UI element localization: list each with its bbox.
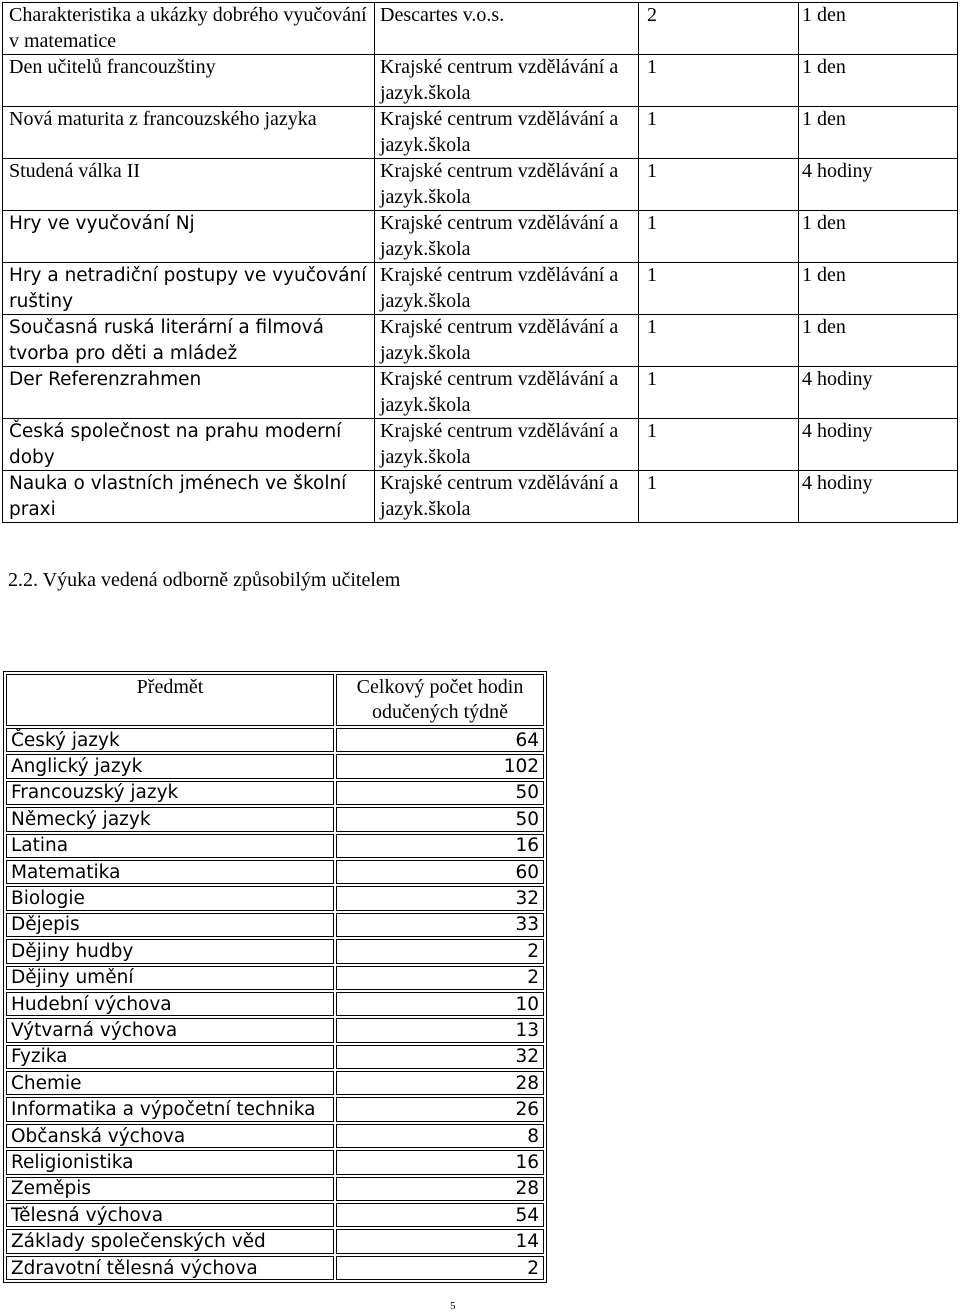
course-duration: 4 hodiny: [799, 367, 958, 419]
subject-hours: 32: [336, 1045, 544, 1069]
course-name: Česká společnost na prahu moderní doby: [3, 419, 375, 471]
subject-name: Matematika: [6, 860, 334, 884]
course-row: [3, 55, 958, 107]
course-participants: 1: [639, 315, 799, 367]
course-name: Nová maturita z francouzského jazyka: [3, 107, 375, 159]
course-organizer: Krajské centrum vzdělávání a jazyk.škola: [375, 263, 639, 315]
subject-name: Základy společenských věd: [6, 1229, 334, 1253]
subject-row: [6, 966, 544, 990]
subject-row: [6, 860, 544, 884]
subjects-table-frame: [3, 671, 547, 1283]
subject-row: [6, 1203, 544, 1227]
courses-table-body: [3, 3, 958, 523]
course-duration: 1 den: [799, 315, 958, 367]
course-organizer: Krajské centrum vzdělávání a jazyk.škola: [375, 107, 639, 159]
course-name: Hry a netradiční postupy ve vyučování ruštiny: [3, 263, 375, 315]
subject-name: Český jazyk: [6, 728, 334, 752]
course-name: Charakteristika a ukázky dobrého vyučování v matematice: [3, 3, 375, 55]
course-duration: 1 den: [799, 3, 958, 55]
subject-hours: 2: [336, 939, 544, 963]
subject-hours: 10: [336, 992, 544, 1016]
course-participants: 1: [639, 211, 799, 263]
course-duration: 1 den: [799, 107, 958, 159]
subject-hours: 54: [336, 1203, 544, 1227]
course-participants: 2: [639, 3, 799, 55]
subject-row: [6, 886, 544, 910]
subject-hours: 2: [336, 1256, 544, 1280]
subject-name: Informatika a výpočetní technika: [6, 1097, 334, 1121]
header-subject: Předmět: [6, 674, 334, 726]
subject-hours: 8: [336, 1124, 544, 1148]
subject-hours: 33: [336, 913, 544, 937]
course-organizer: Krajské centrum vzdělávání a jazyk.škola: [375, 367, 639, 419]
subject-hours: 50: [336, 807, 544, 831]
subject-row: [6, 1097, 544, 1121]
header-hours: Celkový počet hodin odučených týdně: [336, 674, 544, 726]
subject-row: [6, 834, 544, 858]
subject-name: Latina: [6, 834, 334, 858]
course-row: [3, 471, 958, 523]
course-participants: 1: [639, 55, 799, 107]
course-organizer: Krajské centrum vzdělávání a jazyk.škola: [375, 211, 639, 263]
subject-hours: 50: [336, 781, 544, 805]
subjects-table: [4, 672, 546, 1282]
subject-hours: 2: [336, 966, 544, 990]
subject-hours: 16: [336, 1150, 544, 1174]
course-name: Der Referenzrahmen: [3, 367, 375, 419]
subject-hours: 28: [336, 1071, 544, 1095]
subject-hours: 32: [336, 886, 544, 910]
course-row: [3, 315, 958, 367]
subject-name: Anglický jazyk: [6, 754, 334, 778]
course-participants: 1: [639, 107, 799, 159]
course-row: [3, 211, 958, 263]
subject-hours: 16: [336, 834, 544, 858]
subject-row: [6, 939, 544, 963]
subject-name: Francouzský jazyk: [6, 781, 334, 805]
course-organizer: Krajské centrum vzdělávání a jazyk.škola: [375, 55, 639, 107]
subject-name: Hudební výchova: [6, 992, 334, 1016]
subject-name: Biologie: [6, 886, 334, 910]
course-row: [3, 107, 958, 159]
course-organizer: Krajské centrum vzdělávání a jazyk.škola: [375, 471, 639, 523]
subject-row: [6, 1045, 544, 1069]
subject-name: Dějiny hudby: [6, 939, 334, 963]
course-duration: 4 hodiny: [799, 159, 958, 211]
course-duration: 1 den: [799, 263, 958, 315]
subject-name: Religionistika: [6, 1150, 334, 1174]
page-number: 5: [450, 1300, 456, 1312]
course-name: Studená válka II: [3, 159, 375, 211]
subject-row: [6, 728, 544, 752]
subject-name: Zeměpis: [6, 1177, 334, 1201]
subject-name: Tělesná výchova: [6, 1203, 334, 1227]
subject-name: Výtvarná výchova: [6, 1018, 334, 1042]
subject-row: [6, 1229, 544, 1253]
subject-hours: 60: [336, 860, 544, 884]
course-participants: 1: [639, 367, 799, 419]
subject-hours: 102: [336, 754, 544, 778]
course-name: Hry ve vyučování Nj: [3, 211, 375, 263]
subject-row: [6, 1177, 544, 1201]
subject-row: [6, 1150, 544, 1174]
course-duration: 1 den: [799, 55, 958, 107]
course-participants: 1: [639, 471, 799, 523]
course-duration: 4 hodiny: [799, 471, 958, 523]
course-row: [3, 263, 958, 315]
subjects-header-row: [6, 674, 544, 726]
subject-name: Občanská výchova: [6, 1124, 334, 1148]
subject-name: Zdravotní tělesná výchova: [6, 1256, 334, 1280]
subject-name: Německý jazyk: [6, 807, 334, 831]
course-row: [3, 367, 958, 419]
subject-row: [6, 807, 544, 831]
course-row: [3, 419, 958, 471]
course-organizer: Krajské centrum vzdělávání a jazyk.škola: [375, 159, 639, 211]
subject-hours: 28: [336, 1177, 544, 1201]
course-organizer: Descartes v.o.s.: [375, 3, 639, 55]
subject-hours: 26: [336, 1097, 544, 1121]
course-participants: 1: [639, 263, 799, 315]
subject-hours: 64: [336, 728, 544, 752]
subject-hours: 14: [336, 1229, 544, 1253]
course-duration: 1 den: [799, 211, 958, 263]
subject-name: Dějiny umění: [6, 966, 334, 990]
subject-row: [6, 1071, 544, 1095]
subject-row: [6, 1124, 544, 1148]
courses-table: [2, 2, 958, 523]
course-name: Současná ruská literární a filmová tvorba pro děti a mládež: [3, 315, 375, 367]
course-organizer: Krajské centrum vzdělávání a jazyk.škola: [375, 315, 639, 367]
subject-row: [6, 913, 544, 937]
section-heading: 2.2. Výuka vedená odborně způsobilým učitelem: [8, 569, 401, 591]
subject-row: [6, 781, 544, 805]
course-row: [3, 3, 958, 55]
subject-name: Chemie: [6, 1071, 334, 1095]
course-duration: 4 hodiny: [799, 419, 958, 471]
subjects-table-body: [6, 728, 544, 1280]
course-row: [3, 159, 958, 211]
course-participants: 1: [639, 419, 799, 471]
course-participants: 1: [639, 159, 799, 211]
subject-hours: 13: [336, 1018, 544, 1042]
subject-name: Dějepis: [6, 913, 334, 937]
course-organizer: Krajské centrum vzdělávání a jazyk.škola: [375, 419, 639, 471]
course-name: Nauka o vlastních jménech ve školní praxi: [3, 471, 375, 523]
course-name: Den učitelů francouzštiny: [3, 55, 375, 107]
subject-name: Fyzika: [6, 1045, 334, 1069]
subject-row: [6, 1018, 544, 1042]
subject-row: [6, 1256, 544, 1280]
subject-row: [6, 992, 544, 1016]
subject-row: [6, 754, 544, 778]
